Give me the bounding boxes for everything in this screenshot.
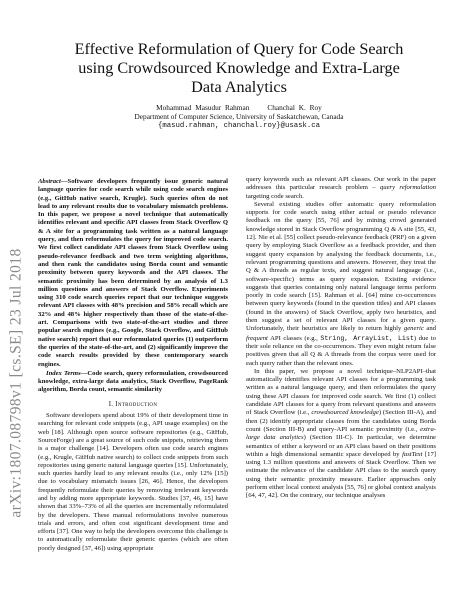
left-column — [38, 178, 228, 553]
index-terms-label: Index Terms — [46, 369, 81, 377]
intro-paragraph-1: Software developers spend about 19% of their development time in searching for relevant code snippets (e.g., API usage examples) on the web [18]. Although open source software repositories (e.g., GitHub, SourceForge) are a great source of such code snippets, retrieving them is a major challenge [14]. Developers often use code search engines (e.g., Krugle, GitHub native search) to collect code snippets from such repositories using generic natural language queries [15]. Unfortunately, such queries hardly lead to any relevant results (i.e., only 12% [15]) due to vocabulary mismatch issues [26, 46]. Hence, the developers frequently reformulate their queries by removing irrelevant keywords and by adding more appropriate keywords. Studies [37, 46, 15] have shown that 33%–73% of all the queries are incrementally reformulated by the developers. These manual reformulations involve numerous trials and errors, and often cost significant development time and efforts [37]. One way to help the developers overcome this challenge is to automatically reformulate their generic queries (which are often poorly designed [37, 46]) using appropriate — [38, 412, 228, 552]
text-run: Several existing studies offer automatic query reformulation supports for code search using either actual or pseudo relevance feedback on the query [55, 76] and by mining crowd generated knowledge stored in Stack Overflow programming Q & A site [55, 43, 12]. Nie et al. [55] collect pseudo-relevance feedback (PRF) on a given query by employing Stack Overflow as a feedback provider, and then suggest query expansion by analysing the feedback documents, i.e., relevant programming questions and answers. However, they treat the Q & A threads as regular texts, and suggest natural language (i.e., software-specific) terms as query expansion. Existing evidence suggests that queries containing only natural language terms perform poorly in code search [15]. Rahman et al. [64] mine co-occurrences between query keywords (found in the question titles) and API classes (found in the answers) of Stack Overflow, apply two heuristics, and then suggest a set of relevant API classes for a given query. Unfortunately, their heuristics are likely to return highly — [246, 200, 436, 333]
emphasis-run: query reformulation — [379, 184, 436, 192]
index-terms-text: —Code search, query reformulation, crowdsourced knowledge, extra-large data analytics, Stack Overflow, PageRank algorithm, Borda count, semantic similarity — [38, 369, 228, 394]
author-1: Mohammad Masudur Rahman — [156, 103, 250, 112]
emphasis-run: frequent — [246, 334, 268, 342]
text-run: query keywords such as relevant API classes. Our work in the paper addresses this particular research problem – — [246, 176, 436, 192]
text-run: ) (Section III-A), and then (2) identify appropriate classes from the candidates using Borda count (Section III-B) and query-API semantic proximity (i.e., — [246, 409, 436, 433]
abstract-text: —Software developers frequently issue generic natural language queries for code search while using code search engines (e.g., GitHub native search, Krugle). Such queries often do not lead to any relevant results due to vocabulary mismatch problems. In this paper, we propose a novel technique that automatically identifies relevant and specific API classes from Stack Overflow Q & A site for a programming task written as a natural language query, and then reformulates the query for improved code search. We first collect candidate API classes from Stack Overflow using pseudo-relevance feedback and two term weighting algorithms, and then rank the candidates using Borda count and semantic proximity between query keywords and the API classes. The semantic proximity has been determined by an analysis of 1.3 million questions and answers of Stack Overflow. Experiments using 310 code search queries report that our technique suggests relevant API classes with 48% precision and 58% recall which are 32% and 48% higher respectively than those of the state-of-the-art. Comparisons with two state-of-the-art studies and three popular search engines (e.g., Google, Stack Overflow, and GitHub native search) report that our reformulated queries (1) outperform the queries of the state-of-the-art, and (2) significantly improve the code search results provided by these contemporary search engines. — [38, 178, 228, 368]
emphasis-run: crowdsourced knowledge — [311, 409, 379, 417]
paper-title — [34, 40, 444, 97]
email — [34, 121, 444, 131]
index-terms — [38, 370, 228, 395]
email-names: {masud.rahman, chanchal.roy} — [157, 122, 281, 131]
emphasis-run: generic — [403, 325, 424, 333]
text-run: ) (Section III-C). In particular, we determine semantics of either a keyword or an API class based on their positions within a high dimensional semantic space developed by — [246, 434, 437, 458]
text-run: API classes (e.g., — [267, 334, 321, 342]
abstract-label: Abstract — [38, 178, 61, 185]
emphasis-run: fastText — [402, 450, 423, 458]
right-column — [246, 176, 436, 501]
title-line-3: Data Analytics — [191, 78, 287, 96]
title-line-1: Effective Reformulation of Query for Code Search — [74, 40, 404, 58]
text-run: ) due to their sole reliance on the co-occurrences. They even might return false positives given that all Q & A threads from the corpus were used for each query rather than the relevant ones. — [246, 334, 436, 367]
affiliation: Department of Computer Science, University of Saskatchewan, Canada — [134, 111, 344, 121]
intro-paragraph-2 — [246, 201, 436, 368]
text-run: and — [423, 325, 436, 333]
email-domain: @usask.ca — [280, 122, 321, 131]
emphasis-run: extra-large data analytics — [246, 425, 436, 442]
paper-header — [34, 40, 444, 131]
abstract — [38, 178, 228, 369]
arxiv-identifier: arXiv:1807.08798v1 [cs.SE] 23 Jul 2018 — [8, 248, 25, 518]
title-line-2: using Crowdsourced Knowledge and Extra-Large — [78, 59, 400, 77]
code-run: String, ArrayList, List — [320, 333, 414, 342]
text-run: In this paper, we propose a novel technique–NLP2API–that automatically identifies relevant API classes for a programming task written as a natural language query, and then reformulates the query using these API classes for improved code search. We first (1) collect candidate API classes for a query from relevant questions and answers of Stack Overflow (i.e., — [246, 367, 436, 417]
intro-paragraph-3 — [246, 368, 436, 501]
section-heading-introduction: I. Introduction — [108, 400, 158, 408]
arxiv-stamp — [4, 168, 30, 598]
text-run: [17] using 1.3 million questions and answers of Stack Overflow. Then we estimate the relevance of the candidate API class to the search query using their semantic proximity measure. Earlier approaches only perform either local context analysis [55, 76] or global context analysis [64, 47, 42]. On the contrary, our technique analyses — [246, 450, 436, 500]
intro-paragraph-continued — [246, 176, 436, 201]
author-block — [34, 104, 444, 131]
text-run: targeting code search. — [246, 192, 304, 200]
author-2: Chanchal K. Roy — [267, 103, 322, 112]
